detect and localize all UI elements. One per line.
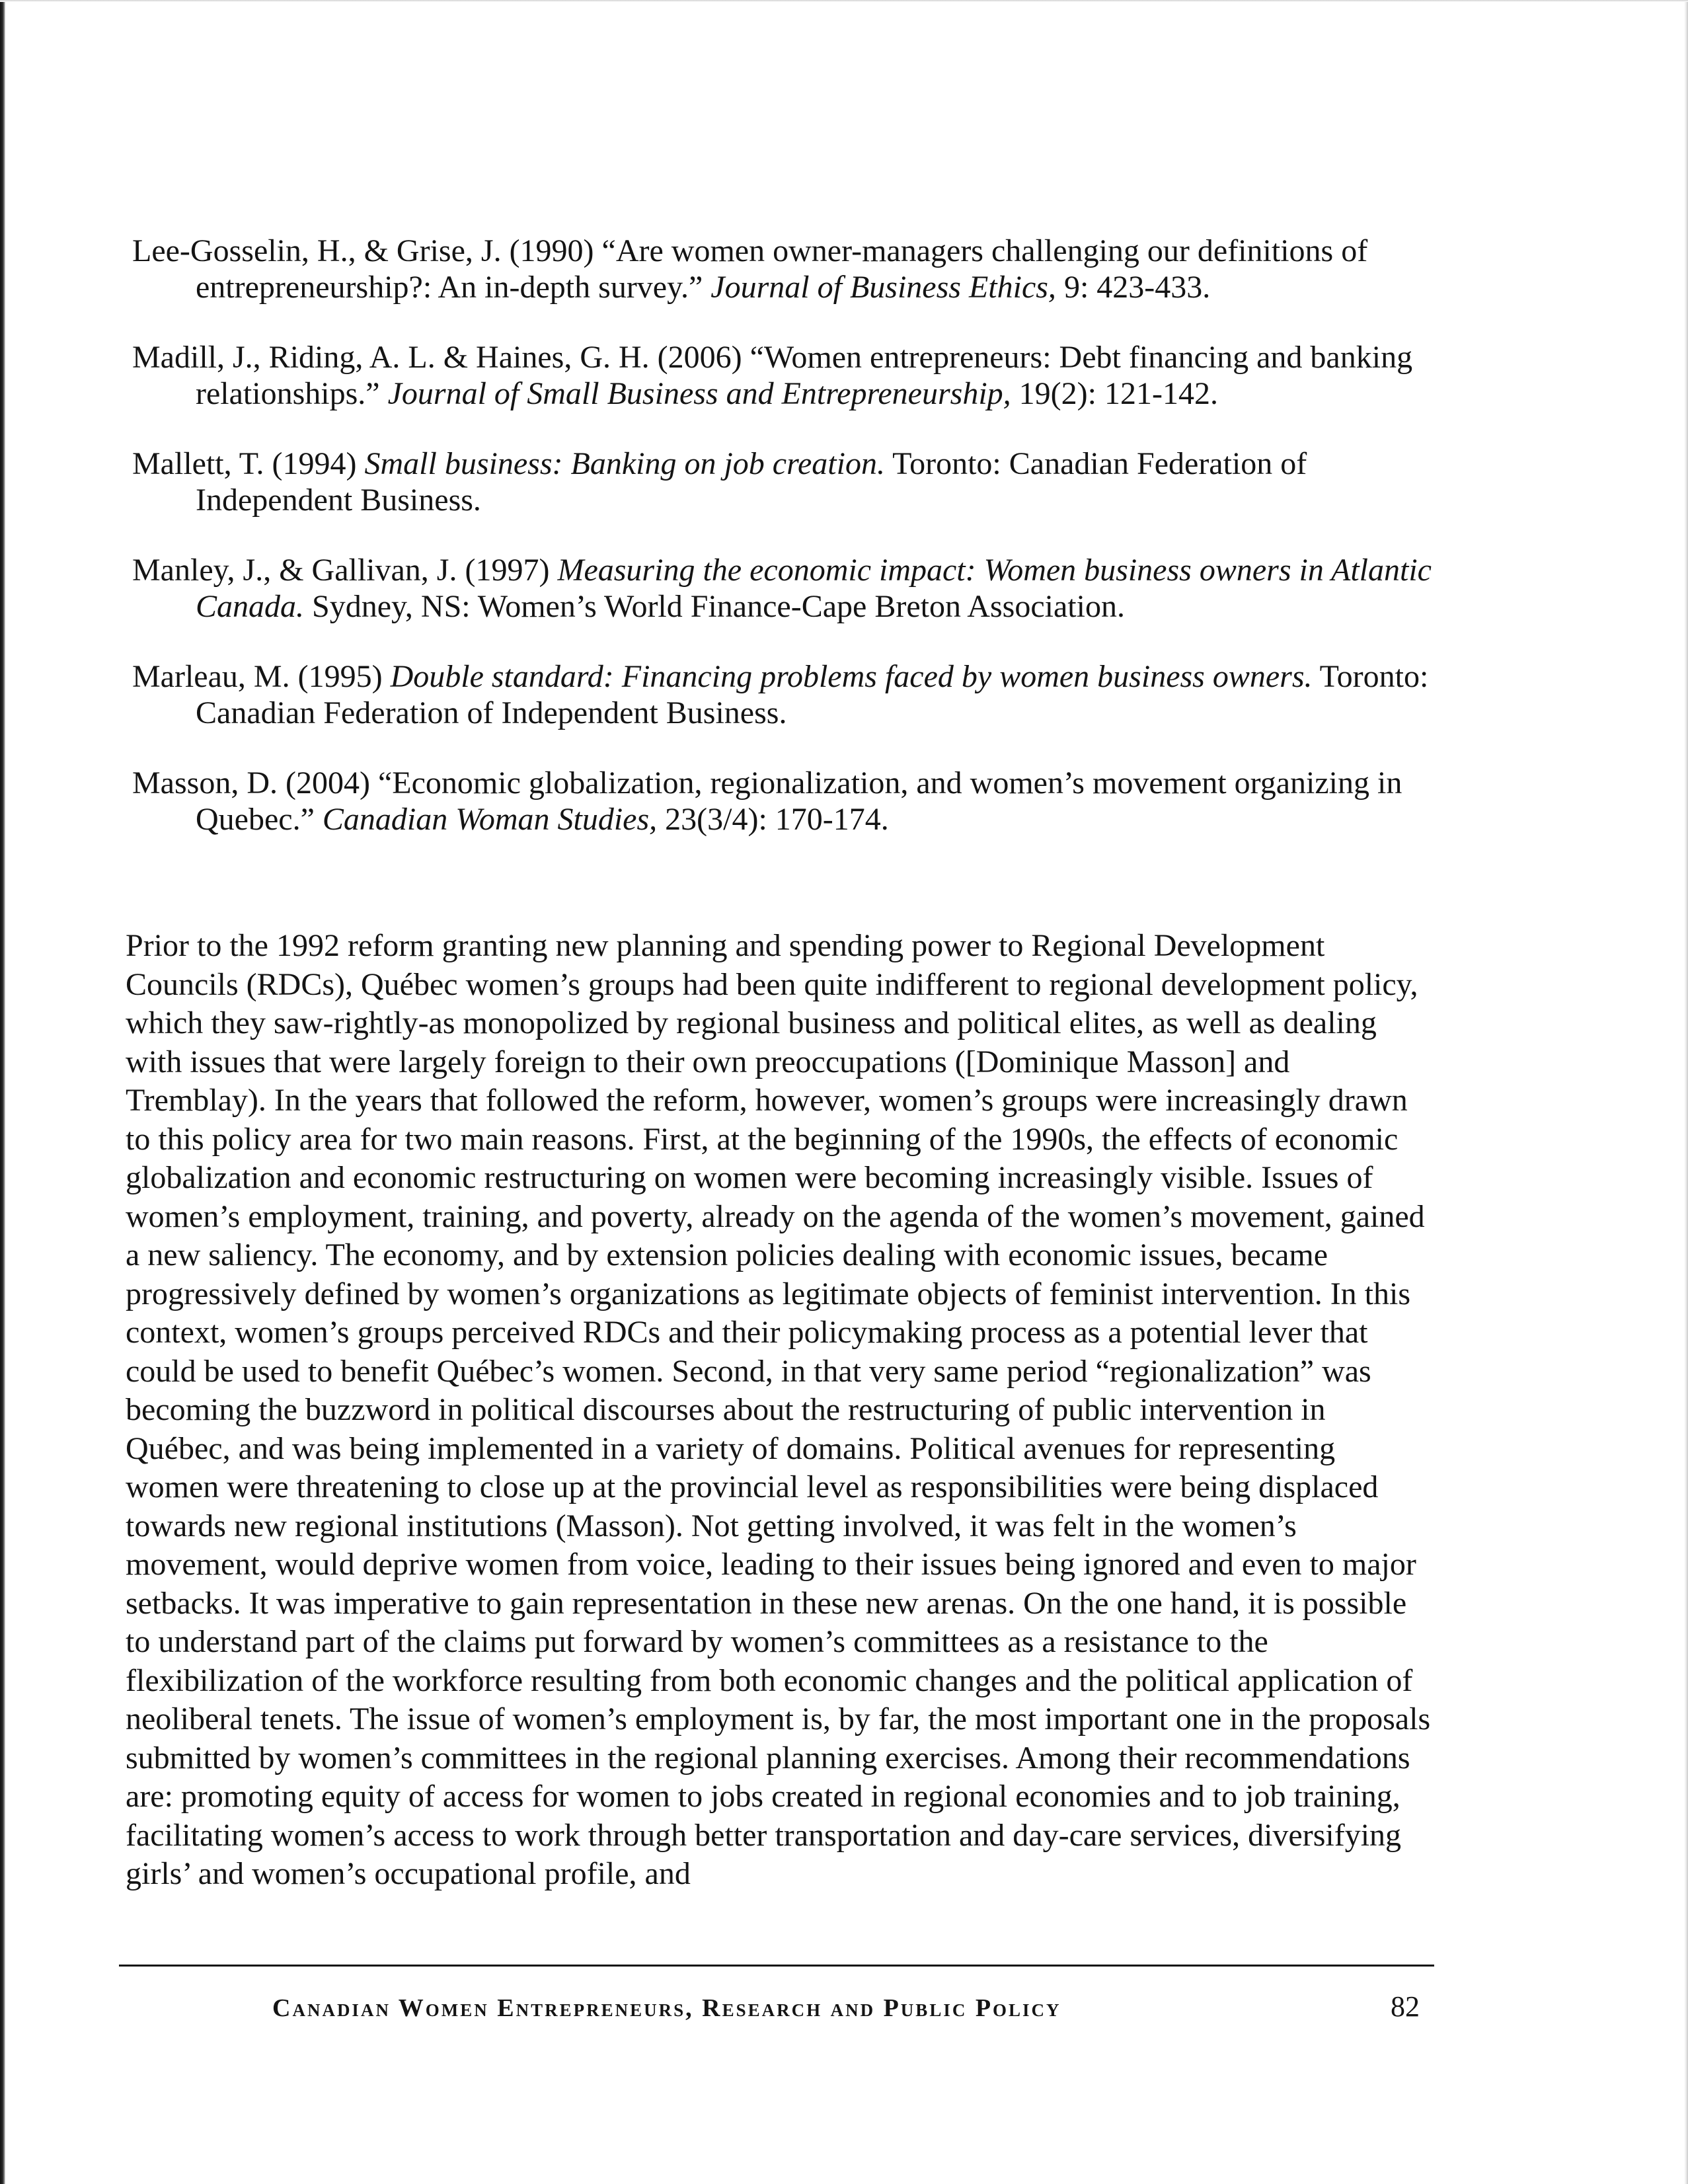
scan-edge-top <box>0 0 1688 2</box>
reference-source-title: Journal of Small Business and Entrepreneurship, <box>387 376 1011 411</box>
scan-edge-left <box>0 0 5 2184</box>
body-paragraph: Prior to the 1992 reform granting new planning and spending power to Regional Development Councils (RDCs), Québec women’s groups had been quite indifferent to regional development policy, which they saw-rightly-as monopolized by regional business and political elites, as well as dealing with issues that were largely foreign to their own preoccupations ([Dominique Masson] and Tremblay). In the years that followed the reform, however, women’s groups were increasingly drawn to this policy area for two main reasons. First, at the beginning of the 1990s, the effects of economic globalization and economic restructuring on women were becoming increasingly visible. Issues of women’s employment, training, and poverty, already on the agenda of the women’s movement, gained a new saliency. The economy, and by extension policies dealing with economic issues, became progressively defined by women’s organizations as legitimate objects of feminist intervention. In this context, women’s groups perceived RDCs and their policymaking process as a potential lever that could be used to benefit Québec’s women. Second, in that very same period “regionalization” was becoming the buzzword in political discourses about the restructuring of public intervention in Québec, and was being implemented in a variety of domains. Political avenues for representing women were threatening to close up at the provincial level as responsibilities were being displaced towards new regional institutions (Masson). Not getting involved, it was felt in the women’s movement, would deprive women from voice, leading to their issues being ignored and even to major setbacks. It was imperative to gain representation in these new arenas. On the one hand, it is possible to understand part of the claims put forward by women’s committees as a resistance to the flexibilization of the workforce resulting from both economic changes and the political application of neoliberal tenets. The issue of women’s employment is, by far, the most important one in the proposals submitted by women’s committees in the regional planning exercises. Among their recommendations are: promoting equity of access for women to jobs created in regional economies and to job training, facilitating women’s access to work through better transportation and day-care services, diversifying girls’ and women’s occupational profile, and <box>126 928 1431 1891</box>
reference-source-title: Double standard: Financing problems faced by women business owners. <box>390 659 1313 694</box>
running-title: Canadian Women Entrepreneurs, Research and Public Policy <box>272 1994 1061 2022</box>
reference-entry <box>132 233 1441 305</box>
reference-text: 23(3/4): 170-174. <box>657 802 889 837</box>
scan-edge-right <box>1684 0 1688 2184</box>
reference-text: Madill, J., Riding, A. L. & Haines, G. H. (2006) “Women entrepreneurs: Debt financing and banking relationships.” <box>132 340 1413 411</box>
reference-text: Mallett, T. (1994) <box>132 446 365 481</box>
reference-entry <box>132 765 1441 838</box>
reference-text: Masson, D. (2004) “Economic globalization, regionalization, and women’s movement organizing in Quebec.” <box>132 765 1402 837</box>
reference-entry <box>132 446 1441 518</box>
reference-entry <box>132 658 1441 731</box>
reference-text: 9: 423-433. <box>1055 270 1211 305</box>
reference-entry <box>132 552 1441 625</box>
reference-text: 19(2): 121-142. <box>1011 376 1218 411</box>
reference-list <box>132 233 1441 871</box>
reference-text: Manley, J., & Gallivan, J. (1997) <box>132 553 558 588</box>
reference-text: Marleau, M. (1995) <box>132 659 391 694</box>
reference-entry <box>132 339 1441 412</box>
reference-text: Lee-Gosselin, H., & Grise, J. (1990) “Are women owner-managers challenging our definitions of entrepreneurship?: An in-depth survey.” <box>132 233 1368 305</box>
page-number: 82 <box>1391 1990 1420 2023</box>
reference-source-title: Canadian Woman Studies, <box>322 802 658 837</box>
reference-text: Sydney, NS: Women’s World Finance-Cape Breton Association. <box>304 589 1125 624</box>
reference-text: Toronto: Canadian Federation of Independent Business. <box>196 659 1429 730</box>
reference-source-title: Small business: Banking on job creation. <box>364 446 885 481</box>
reference-text: Toronto: Canadian Federation of Independent Business. <box>196 446 1307 518</box>
reference-source-title: Journal of Business Ethics, <box>710 270 1056 305</box>
footer-rule <box>119 1965 1434 1967</box>
reference-source-title: Measuring the economic impact: Women business owners in Atlantic Canada. <box>196 553 1432 624</box>
